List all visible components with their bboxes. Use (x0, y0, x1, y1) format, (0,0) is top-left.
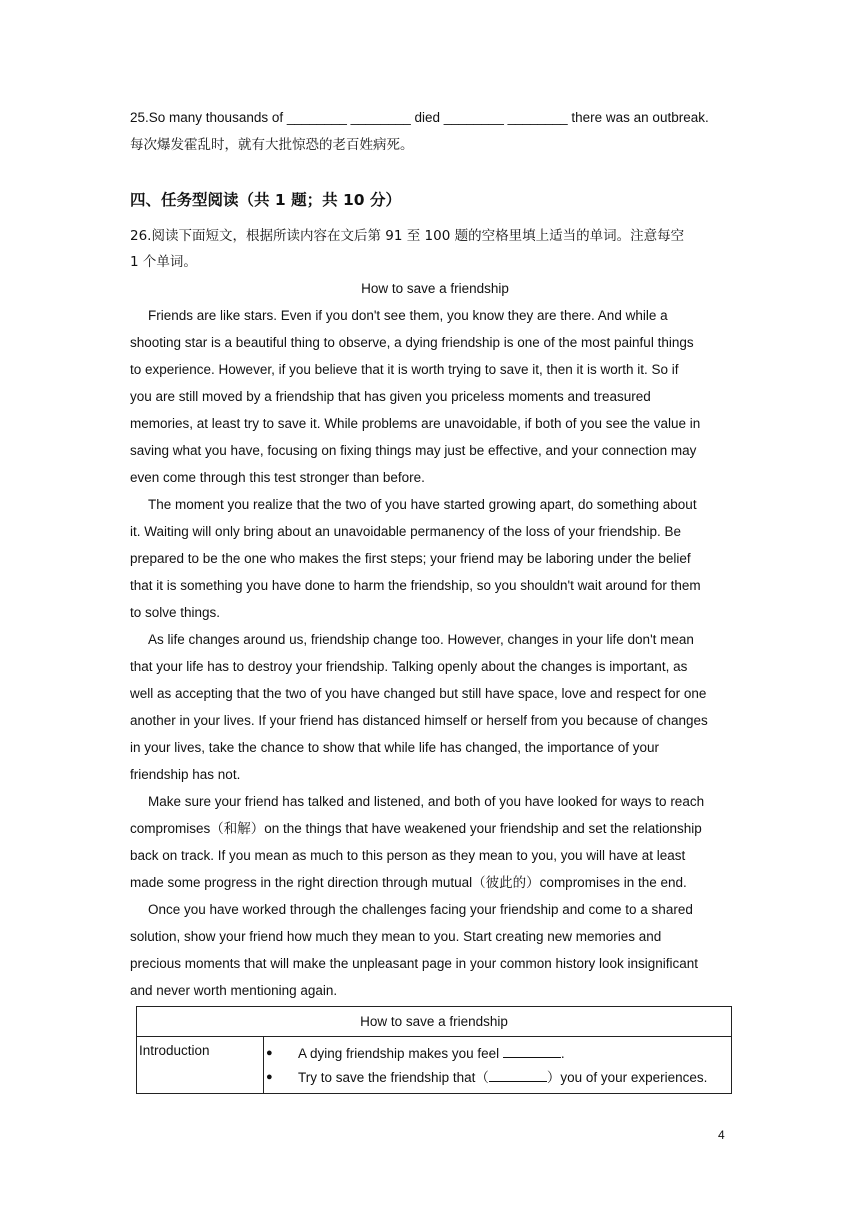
item1-text: A dying friendship makes you feel (298, 1046, 500, 1061)
passage-line: and never worth mentioning again. (130, 983, 338, 998)
q25-chinese: 每次爆发霍乱时，就有大批惊恐的老百姓病死。 (130, 137, 414, 153)
passage-line: that it is something you have done to harm the friendship, so you shouldn't wait around for them (130, 578, 701, 593)
item1-end: . (560, 1046, 565, 1061)
row-label-introduction: Introduction (137, 1037, 264, 1094)
passage-line: back on track. If you mean as much to this person as they mean to you, you will have at least (130, 848, 686, 863)
list-item (264, 1064, 731, 1091)
bullet-icon: ● (266, 1071, 273, 1083)
passage-line: it. Waiting will only bring about an unavoidable permanency of the loss of your friendship. Be (130, 524, 682, 539)
section-heading: 四、任务型阅读（共 1 题；共 10 分） (130, 191, 401, 209)
passage-line: Make sure your friend has talked and listened, and both of you have looked for ways to reach (148, 794, 705, 809)
answer-blank-2[interactable] (489, 1069, 547, 1082)
summary-table (136, 1006, 732, 1094)
passage-line: friendship has not. (130, 767, 241, 782)
passage-line: precious moments that will make the unpleasant page in your common history look insignificant (130, 956, 699, 971)
passage-line: Once you have worked through the challenges facing your friendship and come to a shared (148, 902, 693, 917)
passage-line: in your lives, take the chance to show that while life has changed, the importance of your (130, 740, 660, 755)
passage-line: to experience. However, if you believe that it is worth trying to save it, then it is worth it. So if (130, 362, 679, 377)
passage-line: compromises（和解）on the things that have weakened your friendship and set the relationship (130, 821, 702, 836)
item2-end: ）you of your experiences. (546, 1070, 708, 1085)
page-number: 4 (718, 1128, 725, 1142)
passage-line: made some progress in the right direction through mutual（彼此的）compromises in the end. (130, 875, 687, 890)
passage-line: solution, show your friend how much they mean to you. Start creating new memories and (130, 929, 662, 944)
passage-line: memories, at least try to save it. While problems are unavoidable, if both of you see the value in (130, 416, 701, 431)
passage-line: even come through this test stronger than before. (130, 470, 425, 485)
item2-text: Try to save the friendship that（ (298, 1070, 489, 1085)
passage-line: saving what you have, focusing on fixing things may just be effective, and your connection may (130, 443, 697, 458)
passage-title: How to save a friendship (361, 281, 509, 296)
passage-line: As life changes around us, friendship change too. However, changes in your life don't mean (148, 632, 694, 647)
bullet-icon: ● (266, 1047, 273, 1059)
answer-blank-1[interactable] (503, 1045, 561, 1058)
passage-line: to solve things. (130, 605, 221, 620)
passage-line: another in your lives. If your friend has distanced himself or herself from you because of changes (130, 713, 708, 728)
q26-instruction-line2: 1 个单词。 (130, 254, 197, 270)
q26-instruction-line1: 26.阅读下面短文，根据所读内容在文后第 91 至 100 题的空格里填上适当的单词。注意每空 (130, 228, 685, 244)
table-header: How to save a friendship (137, 1007, 732, 1037)
passage-line: Friends are like stars. Even if you don't see them, you know they are there. And while a (148, 308, 668, 323)
q25-english: 25.So many thousands of ________ ________ died ________ ________ there was an outbreak. (130, 110, 709, 125)
passage-line: that your life has to destroy your friendship. Talking openly about the changes is important, as (130, 659, 688, 674)
passage-line: The moment you realize that the two of you have started growing apart, do something about (148, 497, 697, 512)
passage-line: shooting star is a beautiful thing to observe, a dying friendship is one of the most painful things (130, 335, 694, 350)
list-item (264, 1040, 731, 1067)
passage-line: well as accepting that the two of you have changed but still have space, love and respect for one (130, 686, 707, 701)
passage-line: you are still moved by a friendship that has given you priceless moments and treasured (130, 389, 651, 404)
passage-line: prepared to be the one who makes the first steps; your friend may be laboring under the belief (130, 551, 691, 566)
introduction-items (264, 1037, 732, 1094)
